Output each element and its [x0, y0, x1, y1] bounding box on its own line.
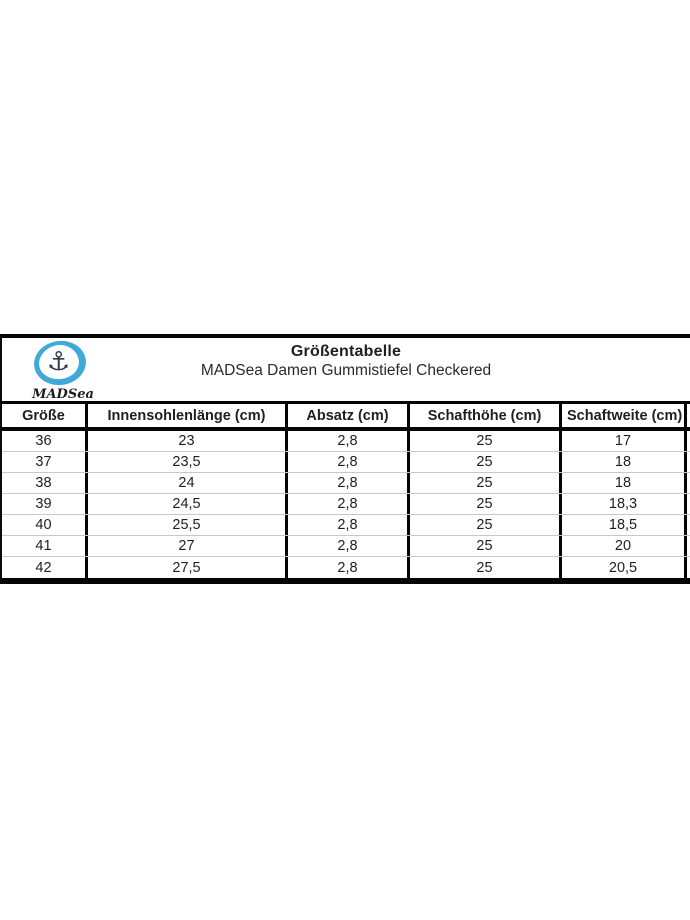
- table-title-band: [0, 338, 690, 401]
- column-header-schaftweite: Schaftweite (cm): [562, 404, 687, 427]
- anchor-icon: ⚓: [47, 347, 71, 378]
- table-row: [2, 452, 690, 473]
- table-body: [0, 431, 690, 578]
- table-cell: 2,8: [288, 431, 410, 451]
- table-row: [2, 557, 690, 578]
- table-cell: 37: [2, 452, 88, 472]
- table-cell: 25: [410, 431, 562, 451]
- table-cell: 18: [562, 473, 687, 493]
- table-cell: 42: [2, 557, 88, 578]
- column-header-absatz: Absatz (cm): [288, 404, 410, 427]
- table-row: [2, 515, 690, 536]
- table-row: [2, 536, 690, 557]
- column-header-groesse: Größe: [2, 404, 88, 427]
- table-cell: 25: [410, 452, 562, 472]
- page-subtitle: MADSea Damen Gummistiefel Checkered: [200, 362, 492, 379]
- table-bottom-border: [0, 578, 690, 584]
- table-cell: 23,5: [88, 452, 288, 472]
- brand-name: MADSea: [32, 387, 94, 402]
- table-cell: 41: [2, 536, 88, 556]
- table-row: [2, 494, 690, 515]
- table-cell: 24: [88, 473, 288, 493]
- table-cell: 2,8: [288, 452, 410, 472]
- table-cell: 2,8: [288, 515, 410, 535]
- page-title: Größentabelle: [290, 343, 402, 360]
- table-cell: 25: [410, 494, 562, 514]
- table-titles: [2, 338, 690, 380]
- table-cell: 2,8: [288, 536, 410, 556]
- table-cell: 2,8: [288, 473, 410, 493]
- table-cell: 20: [562, 536, 687, 556]
- table-cell: 24,5: [88, 494, 288, 514]
- brand-logo: [28, 341, 98, 402]
- column-header-innensohlenlaenge: Innensohlenlänge (cm): [88, 404, 288, 427]
- table-row: [2, 431, 690, 452]
- table-cell: 27,5: [88, 557, 288, 578]
- table-cell: 23: [88, 431, 288, 451]
- table-cell: 36: [2, 431, 88, 451]
- table-cell: 25: [410, 473, 562, 493]
- table-cell: 18: [562, 452, 687, 472]
- table-cell: 2,8: [288, 557, 410, 578]
- table-cell: 25: [410, 515, 562, 535]
- table-cell: 25: [410, 536, 562, 556]
- table-cell: 2,8: [288, 494, 410, 514]
- table-row: [2, 473, 690, 494]
- size-chart-table: [0, 334, 690, 584]
- table-cell: 20,5: [562, 557, 687, 578]
- table-cell: 25: [410, 557, 562, 578]
- column-header-schafthoehe: Schafthöhe (cm): [410, 404, 562, 427]
- table-cell: 39: [2, 494, 88, 514]
- table-cell: 25,5: [88, 515, 288, 535]
- logo-ring: [31, 338, 89, 389]
- table-cell: 27: [88, 536, 288, 556]
- table-cell: 18,5: [562, 515, 687, 535]
- table-cell: 17: [562, 431, 687, 451]
- table-cell: 18,3: [562, 494, 687, 514]
- table-cell: 40: [2, 515, 88, 535]
- table-header-row: [0, 404, 690, 427]
- table-cell: 38: [2, 473, 88, 493]
